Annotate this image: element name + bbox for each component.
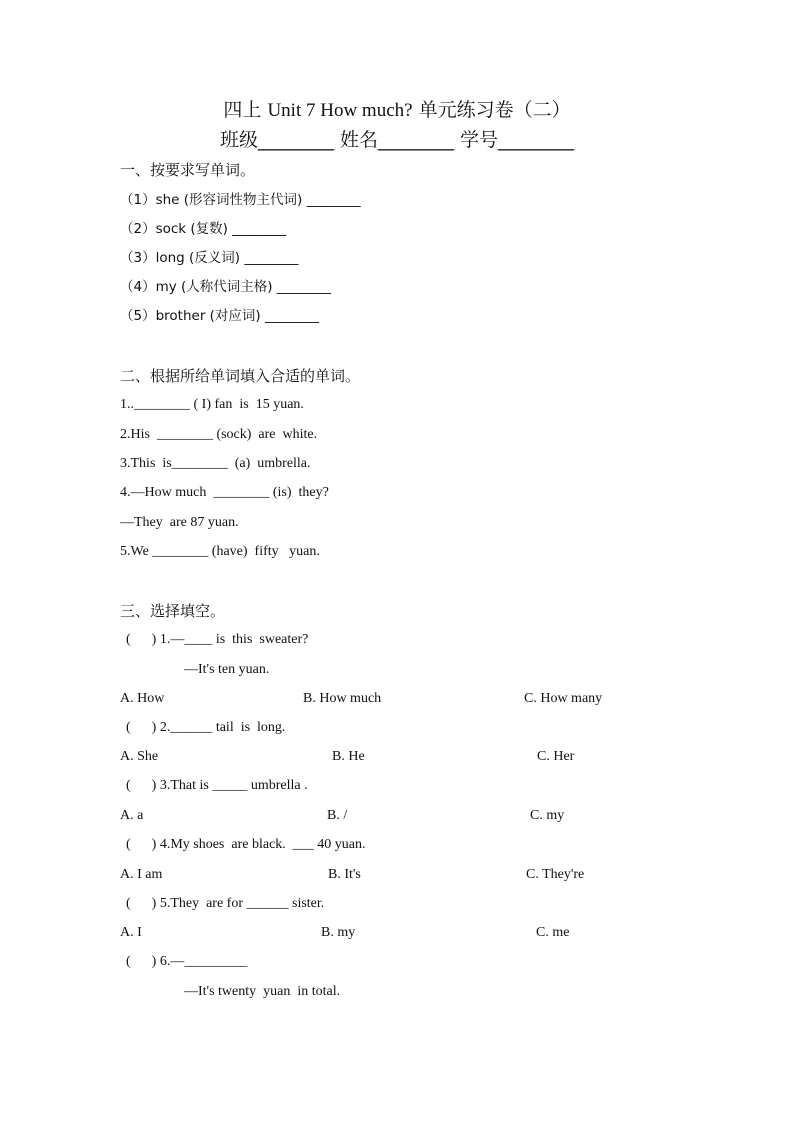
s3-q1-sub: —It's ten yuan. xyxy=(184,662,270,677)
s3-q4-option-a: A. I am xyxy=(120,867,163,882)
s3-q1-stem: ( ) 1.—____ is this sweater? xyxy=(126,632,309,647)
s1-item-5: （5）brother (对应词) ________ xyxy=(120,308,319,324)
s1-item-4: （4）my (人称代词主格) ________ xyxy=(120,279,331,295)
s2-item-1: 1..________ ( I) fan is 15 yuan. xyxy=(120,397,304,412)
s3-q3-stem: ( ) 3.That is _____ umbrella . xyxy=(126,778,308,793)
s2-item-4: 4.—How much ________ (is) they? xyxy=(120,485,329,500)
s3-q4-stem: ( ) 4.My shoes are black. ___ 40 yuan. xyxy=(126,837,366,852)
s1-item-3: （3）long (反义词) ________ xyxy=(120,250,299,266)
s3-q1-option-a: A. How xyxy=(120,691,165,706)
s3-q1-option-c: C. How many xyxy=(524,691,603,706)
section2-heading: 二、根据所给单词填入合适的单词。 xyxy=(120,367,361,385)
s3-q4-option-c: C. They're xyxy=(526,867,585,882)
s1-item-2: （2）sock (复数) ________ xyxy=(120,221,287,237)
student-info-line: 班级________ 姓名________ 学号________ xyxy=(219,129,575,151)
s3-q1-option-b: B. How much xyxy=(303,691,382,706)
s3-q3-option-c: C. my xyxy=(530,808,565,823)
s3-q2-option-c: C. Her xyxy=(537,749,575,764)
s3-q2-stem: ( ) 2.______ tail is long. xyxy=(126,720,286,735)
s1-item-1: （1）she (形容词性物主代词) ________ xyxy=(120,192,361,208)
s3-q5-stem: ( ) 5.They are for ______ sister. xyxy=(126,896,325,911)
section3-heading: 三、选择填空。 xyxy=(120,602,226,620)
s3-q6-stem: ( ) 6.—_________ xyxy=(126,954,248,969)
title-en: Unit 7 How much? xyxy=(267,100,413,121)
title-cn-start: 四上 xyxy=(223,99,268,121)
s2-item-5: 5.We ________ (have) fifty yuan. xyxy=(120,544,320,559)
section1-heading: 一、按要求写单词。 xyxy=(120,161,256,179)
worksheet-title xyxy=(0,98,794,123)
s3-q6-sub: —It's twenty yuan in total. xyxy=(184,984,341,999)
s3-q3-option-a: A. a xyxy=(120,808,144,823)
s3-q3-option-b: B. / xyxy=(327,808,348,823)
s3-q5-option-b: B. my xyxy=(321,925,356,940)
s3-q2-option-b: B. He xyxy=(332,749,365,764)
s3-q5-option-c: C. me xyxy=(536,925,570,940)
s2-item-4-answer: —They are 87 yuan. xyxy=(120,515,239,530)
s3-q4-option-b: B. It's xyxy=(328,867,361,882)
title-cn-end: 单元练习卷（二） xyxy=(412,99,571,121)
s3-q2-option-a: A. She xyxy=(120,749,159,764)
s2-item-2: 2.His ________ (sock) are white. xyxy=(120,427,318,442)
s2-item-3: 3.This is________ (a) umbrella. xyxy=(120,456,311,471)
s3-q5-option-a: A. I xyxy=(120,925,142,940)
